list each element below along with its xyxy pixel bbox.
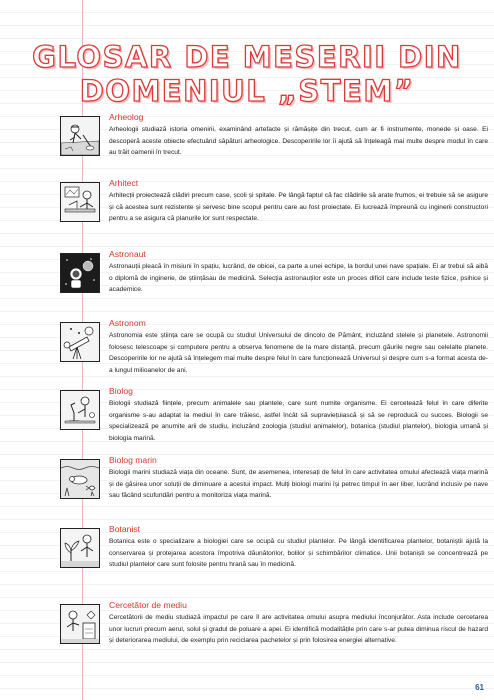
glossary-entries xyxy=(0,112,494,672)
entry-title: Biolog marin xyxy=(109,455,157,465)
entry-title: Cercetător de mediu xyxy=(109,600,187,610)
biologist-illustration xyxy=(60,390,100,430)
entry-description: Arhitecții proiectează clădiri precum case, școli și spitale. Pe lângă faptul că fac clădirile să arate frumos, ei trebuie să se asigure și că acestea sunt rezistente și servesc bine scopul pentru care au fost proiectate. Ei lucrează împreună cu inginerii constructori pentru a se asigura că planurile lor sunt respectate. xyxy=(109,192,488,222)
telescope-icon xyxy=(61,323,99,361)
title-line-1: GLOSAR DE MESERII DIN xyxy=(32,40,462,74)
diver-icon xyxy=(61,460,99,498)
astronaut-illustration xyxy=(60,253,100,293)
astronomer-illustration xyxy=(60,322,100,362)
page-title xyxy=(0,40,494,108)
entry-description: Cercetătorii de mediu studiază impactul pe care îl are activitatea omului asupra mediului înconjurător. Asta include cercetarea unor lucruri precum aerul, solul și gradul de poluare a apei. Ei identifică modalitățile prin care s-ar putea diminua riscul de hazard și deteriorarea mediului, de exemplu prin reciclarea pachetelor și prin folosirea energiei alternative. xyxy=(109,614,488,644)
entry-title: Arhitect xyxy=(109,178,139,188)
entry-title: Arheolog xyxy=(109,112,144,122)
page-number: 61 xyxy=(475,683,484,692)
marine-biologist-illustration xyxy=(60,459,100,499)
entry-description: Astronauții pleacă în misiuni în spațiu, lucrând, de obicei, ca parte a unei echipe, la bordul unei nave spațiale. Ei ar trebui să aibă o diplomă de inginerie, de științăsau de medicină. Selecția astronauților este un proces dificil care include teste fizice, psihice și academice. xyxy=(109,263,488,293)
entry-title: Astronom xyxy=(109,318,146,328)
astronaut-icon xyxy=(61,254,99,292)
entry-description: Biologii studiază ființele, precum animalele sau plantele, care sunt numite organisme. Ei cercetează felul în care diferite organisme s-au adaptat la mediul în care trăiesc, astfel încât să supraviețuiască și să se reproducă cu succes. Biologii se specializează pe anumite arii de studiu, incluzând zoologia (studiul animalelor), botanica (studiul plantelor), biologia umană și biologia marină. xyxy=(109,400,488,442)
entry-title: Astronaut xyxy=(109,249,146,259)
title-line-2: DOMENIUL „STEM” xyxy=(79,74,415,108)
plant-icon xyxy=(61,529,99,567)
entry-title: Botanist xyxy=(109,524,141,534)
environmental-researcher-illustration xyxy=(60,604,100,644)
recycling-icon xyxy=(61,605,99,643)
entry-title: Biolog xyxy=(109,386,133,396)
entry-description: Botanica este o specializare a biologiei care se ocupă cu studiul plantelor. Pe lângă identificarea plantelor, botaniștii ajută la conservarea și protejarea acestora împotriva dăunătorilor, bolilor și schimbărilor climatice. Unii botaniști se concentrează pe studiul plantelor care sunt folosite pentru hrană sau în medicină. xyxy=(109,538,488,568)
architect-icon xyxy=(61,183,99,221)
microscope-icon xyxy=(61,391,99,429)
archaeologist-illustration xyxy=(60,116,100,156)
architect-illustration xyxy=(60,182,100,222)
botanist-illustration xyxy=(60,528,100,568)
entry-description: Astronomia este știința care se ocupă cu studiul Universului de dincolo de Pământ, incluzând stelele și planetele. Astronomii folosesc telescoape și computere pentru a observa fenomene de la mare distanță, precum găurile negre sau celelalte planete. Descoperirile lor ne ajută să înțelegem mai multe despre felul în care funcționează Universul și despre cum s-a format acesta de-a lungul milioanelor de ani. xyxy=(109,332,488,374)
entry-description: Arheologii studiază istoria omenirii, examinând artefacte și rămășițe din trecut, cum ar fi instrumente, monede și oase. Ei descoperă aceste obiecte efectuând săpături arheologice. Descoperirile lor îi ajută să înțeleagă mai multe despre modul în care au trăit oamenii în trecut. xyxy=(109,126,488,156)
entry-description: Biologii marini studiază viața din oceane. Sunt, de asemenea, interesați de felul în care activitatea omului afectează viața marină și de găsirea unor soluții de diminuare a acestui impact. Mulți biologi marini își petrec timpul în aer liber, lucrând inclusiv pe nave sau făcând scufundări pentru a monitoriza viața marină. xyxy=(109,469,488,499)
archaeologist-icon xyxy=(61,117,99,155)
